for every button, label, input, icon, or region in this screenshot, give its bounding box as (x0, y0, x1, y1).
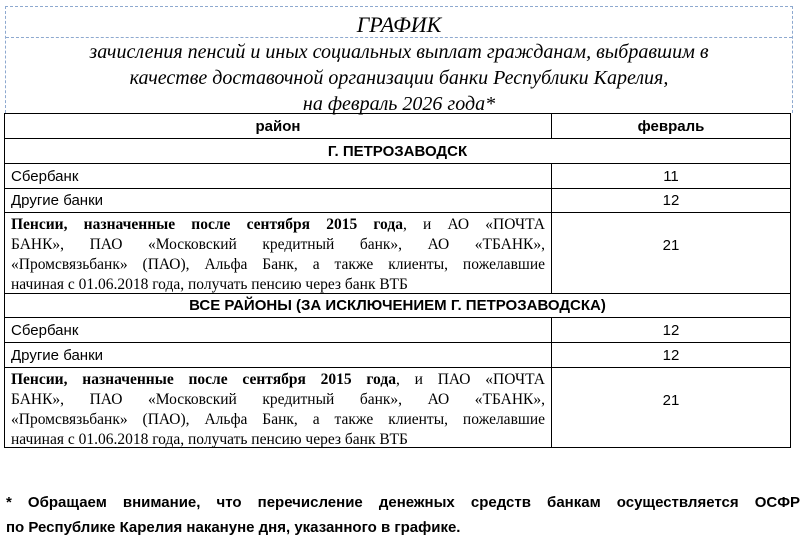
footnote (6, 490, 800, 540)
row-value: 21 (662, 392, 680, 409)
footnote-line: по Республике Карелия накануне дня, указанного в графике. (6, 519, 461, 536)
section-title: ВСЕ РАЙОНЫ (ЗА ИСКЛЮЧЕНИЕМ Г. ПЕТРОЗАВОДСКА) (189, 297, 606, 314)
row-value: 21 (662, 237, 680, 254)
schedule-table (4, 113, 791, 448)
text-line: «Промсвязьбанк» (ПАО), Альфа Банк, а также клиенты, пожелавшие (11, 256, 545, 273)
row-label: Сбербанк (5, 318, 552, 342)
text-line: «Промсвязьбанк» (ПАО), Альфа Банк, а также клиенты, пожелавшие (11, 411, 545, 428)
document-subtitle (6, 39, 792, 117)
subtitle-line: на февраль 2026 года* (302, 93, 496, 115)
table-row (5, 163, 790, 188)
header-month: февраль (637, 117, 705, 135)
section-header (5, 293, 790, 317)
divider (6, 37, 792, 38)
table-row (5, 367, 790, 447)
table-row (5, 317, 790, 342)
header-district: район (5, 114, 552, 138)
table-header (5, 114, 790, 138)
row-label (5, 213, 552, 293)
row-value: 12 (662, 346, 680, 364)
text-line: начиная с 01.06.2018 года, получать пенсию через банк ВТБ (11, 276, 408, 293)
text-line: БАНК», ПАО «Московский кредитный банк», АО «ТБАНК», (11, 236, 545, 253)
row-label: Сбербанк (5, 164, 552, 188)
footnote-line: * Обращаем внимание, что перечисление денежных средств банкам осуществляется ОСФР (6, 494, 800, 511)
row-value: 12 (662, 192, 680, 209)
row-value: 12 (662, 321, 680, 339)
subtitle-line: зачисления пенсий и иных социальных выплат гражданам, выбравшим в (89, 41, 709, 63)
table-row (5, 212, 790, 293)
section-header (5, 138, 790, 163)
table-row (5, 188, 790, 212)
text-line: , и ПАО «ПОЧТА (395, 371, 545, 388)
document-title: ГРАФИК (356, 12, 442, 37)
row-label: Другие банки (5, 189, 552, 212)
row-label (5, 368, 552, 447)
text-line: БАНК», ПАО «Московский кредитный банк», АО «ТБАНК», (11, 391, 545, 408)
row-value: 11 (663, 167, 679, 185)
row-label: Другие банки (5, 343, 552, 367)
bold-text: Пенсии, назначенные после сентября 2015 года (11, 216, 403, 233)
subtitle-line: качестве доставочной организации банки Республики Карелия, (129, 67, 669, 89)
title-block (5, 6, 793, 113)
bold-text: Пенсии, назначенные после сентября 2015 года (11, 371, 396, 388)
text-line: начиная с 01.06.2018 года, получать пенсию через банк ВТБ (11, 431, 408, 448)
section-title: Г. ПЕТРОЗАВОДСК (327, 142, 468, 160)
table-row (5, 342, 790, 367)
text-line: , и АО «ПОЧТА (402, 216, 546, 233)
